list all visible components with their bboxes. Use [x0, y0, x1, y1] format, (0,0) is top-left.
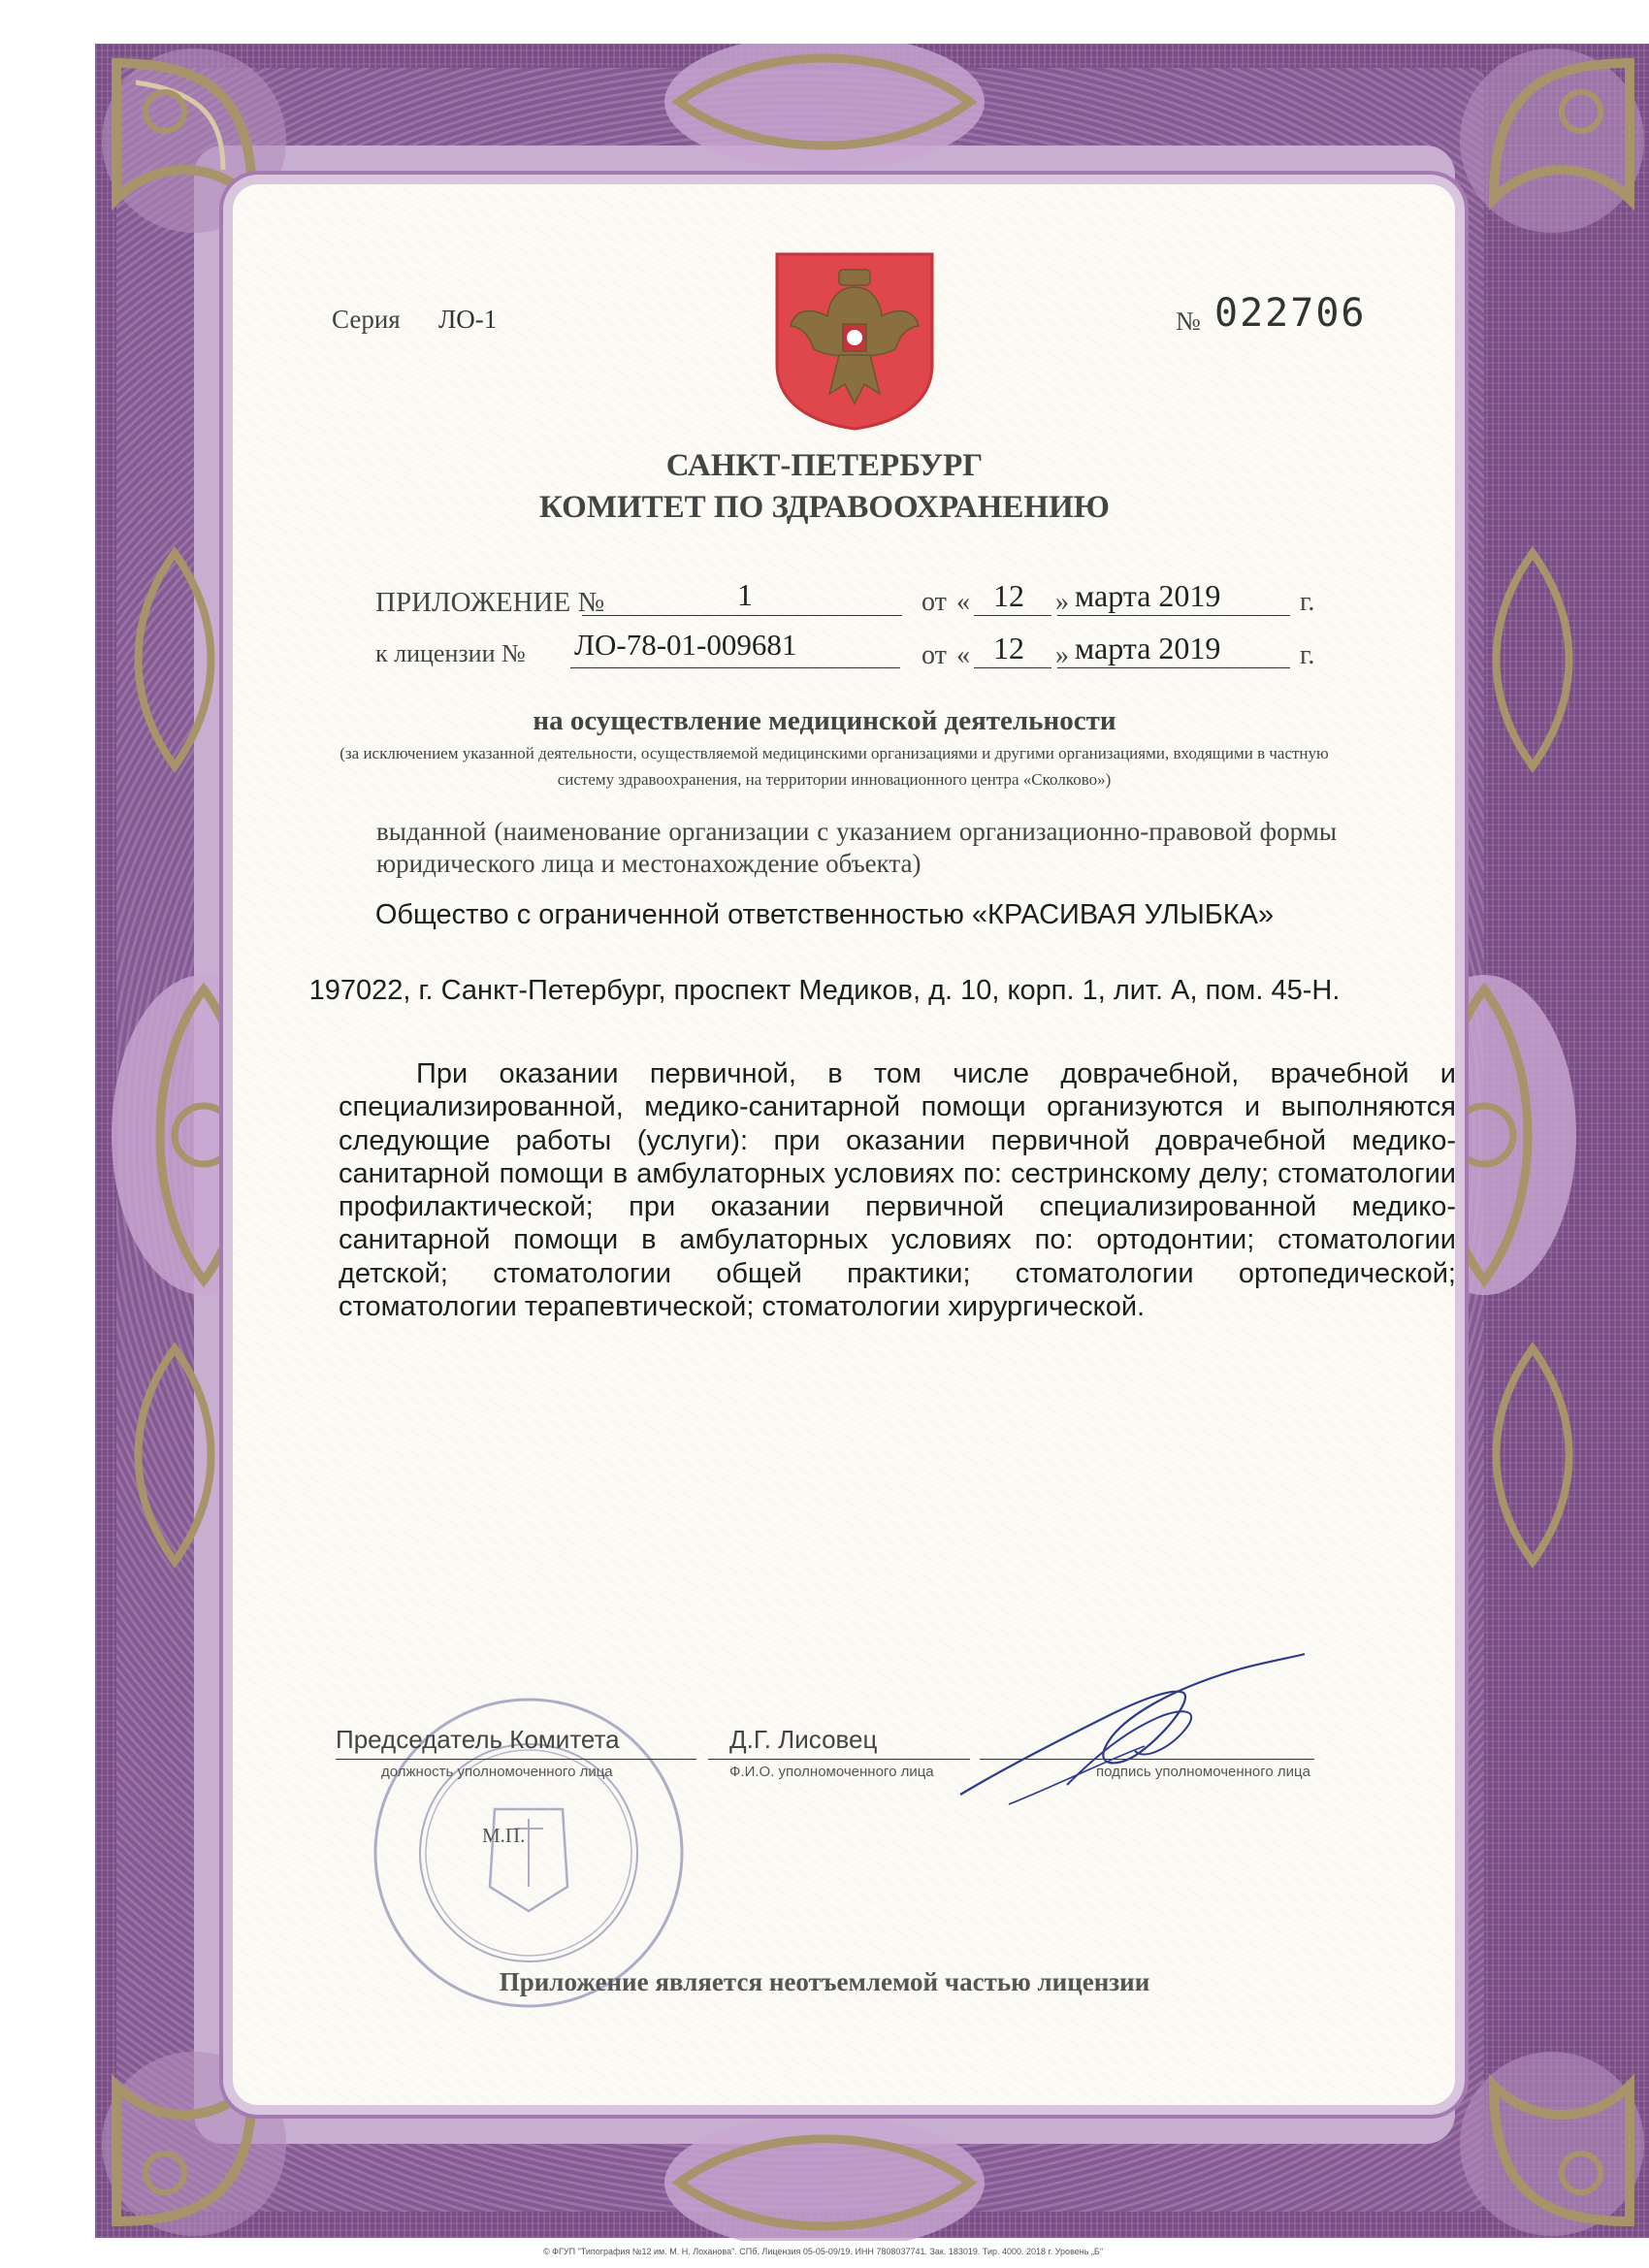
signatory-name: Д.Г. Лисовец	[729, 1725, 878, 1754]
appendix-day-underline	[974, 615, 1051, 616]
handwritten-signature	[951, 1649, 1310, 1814]
bottom-center-ornament	[660, 2095, 989, 2241]
authority-committee: КОМИТЕТ ПО ЗДРАВООХРАНЕНИЮ	[539, 490, 1110, 525]
appendix-integral-note: Приложение является неотъемлемой частью лицензии	[499, 1967, 1150, 1996]
services-paragraph: При оказании первичной, в том числе доврачебной, врачебной и специализированной, медико-санитарной помощи организуются и выполняются следующие работы (услуги): при оказании первичной доврачебной медико-санитарной помощи в амбулаторных условиях по: сестринскому делу; стоматологии профилактической; при оказании первичной специализированной медико-санитарной помощи в амбулаторных условиях по: ортодонтии; стоматологии детской; стоматологии общей практики; стоматологии ортопедической; стоматологии терапевтической; стоматологии хирургической.	[339, 1058, 1456, 1323]
printer-credit: © ФГУП "Типография №12 им. М. Н. Лоханова". СПб. Лицензия 05-05-09/19. ИНН 7808037741. Зак. 183019. Тир. 4000. 2018 г. Уровень „Б"	[543, 2247, 1104, 2256]
left-lower-ornament	[116, 1339, 233, 1571]
appendix-month-year: марта 2019	[1075, 578, 1221, 613]
activity-exclusion-note: (за исключением указанной деятельности, осуществляемой медицинскими организациями и другими организациями, входящими в частную систему здравоохранения, на территории инновационного центра «Сколково»)	[340, 744, 1329, 789]
position-caption: должность уполномоченного лица	[381, 1764, 613, 1780]
license-from-label: от	[922, 640, 947, 670]
license-month-underline	[1057, 667, 1290, 668]
organization-address: 197022, г. Санкт-Петербург, проспект Медиков, д. 10, корп. 1, лит. А, пом. 45-Н.	[308, 975, 1341, 1006]
series-value: ЛО-1	[438, 305, 498, 334]
license-quote-close: »	[1055, 640, 1069, 670]
form-number: 022706	[1214, 291, 1367, 336]
appendix-day: 12	[993, 578, 1024, 613]
position-underline	[336, 1759, 696, 1760]
issued-to-note: выданной (наименование организации с указанием организационно-правовой формы юридического лица и местонахождение объекта)	[376, 817, 1337, 878]
name-caption: Ф.И.О. уполномоченного лица	[729, 1764, 934, 1780]
license-year-suffix: г.	[1300, 640, 1315, 670]
top-center-ornament	[660, 44, 989, 189]
signatory-position: Председатель Комитета	[336, 1725, 620, 1754]
appendix-month-underline	[1057, 615, 1290, 616]
appendix-number: 1	[737, 577, 753, 612]
name-underline	[708, 1759, 970, 1760]
license-day: 12	[993, 631, 1024, 665]
appendix-from-label: от	[922, 587, 947, 617]
license-quote-open: «	[956, 640, 970, 670]
right-upper-ornament	[1474, 543, 1591, 776]
license-day-underline	[974, 667, 1051, 668]
license-number-underline	[570, 667, 900, 668]
authority-city: САНКТ-ПЕТЕРБУРГ	[665, 448, 984, 483]
coat-of-arms-emblem	[771, 248, 938, 433]
license-label: к лицензии №	[375, 639, 526, 667]
activity-title: на осуществление медицинской деятельности	[533, 705, 1116, 736]
appendix-label: ПРИЛОЖЕНИЕ №	[375, 587, 605, 618]
number-sign: №	[1176, 307, 1201, 336]
series-label: Серия	[332, 305, 401, 334]
right-lower-ornament	[1474, 1339, 1591, 1571]
signature-caption: подпись уполномоченного лица	[1096, 1764, 1310, 1780]
left-upper-ornament	[116, 543, 233, 776]
appendix-quote-open: «	[956, 587, 970, 617]
appendix-quote-close: »	[1055, 587, 1069, 617]
seal-mp-label: М.П.	[482, 1824, 526, 1847]
appendix-year-suffix: г.	[1300, 587, 1315, 617]
license-month-year: марта 2019	[1075, 631, 1221, 665]
appendix-number-underline	[582, 615, 902, 616]
organization-name: Общество с ограниченной ответственностью «КРАСИВАЯ УЛЫБКА»	[374, 899, 1275, 930]
license-number: ЛО-78-01-009681	[574, 628, 797, 662]
